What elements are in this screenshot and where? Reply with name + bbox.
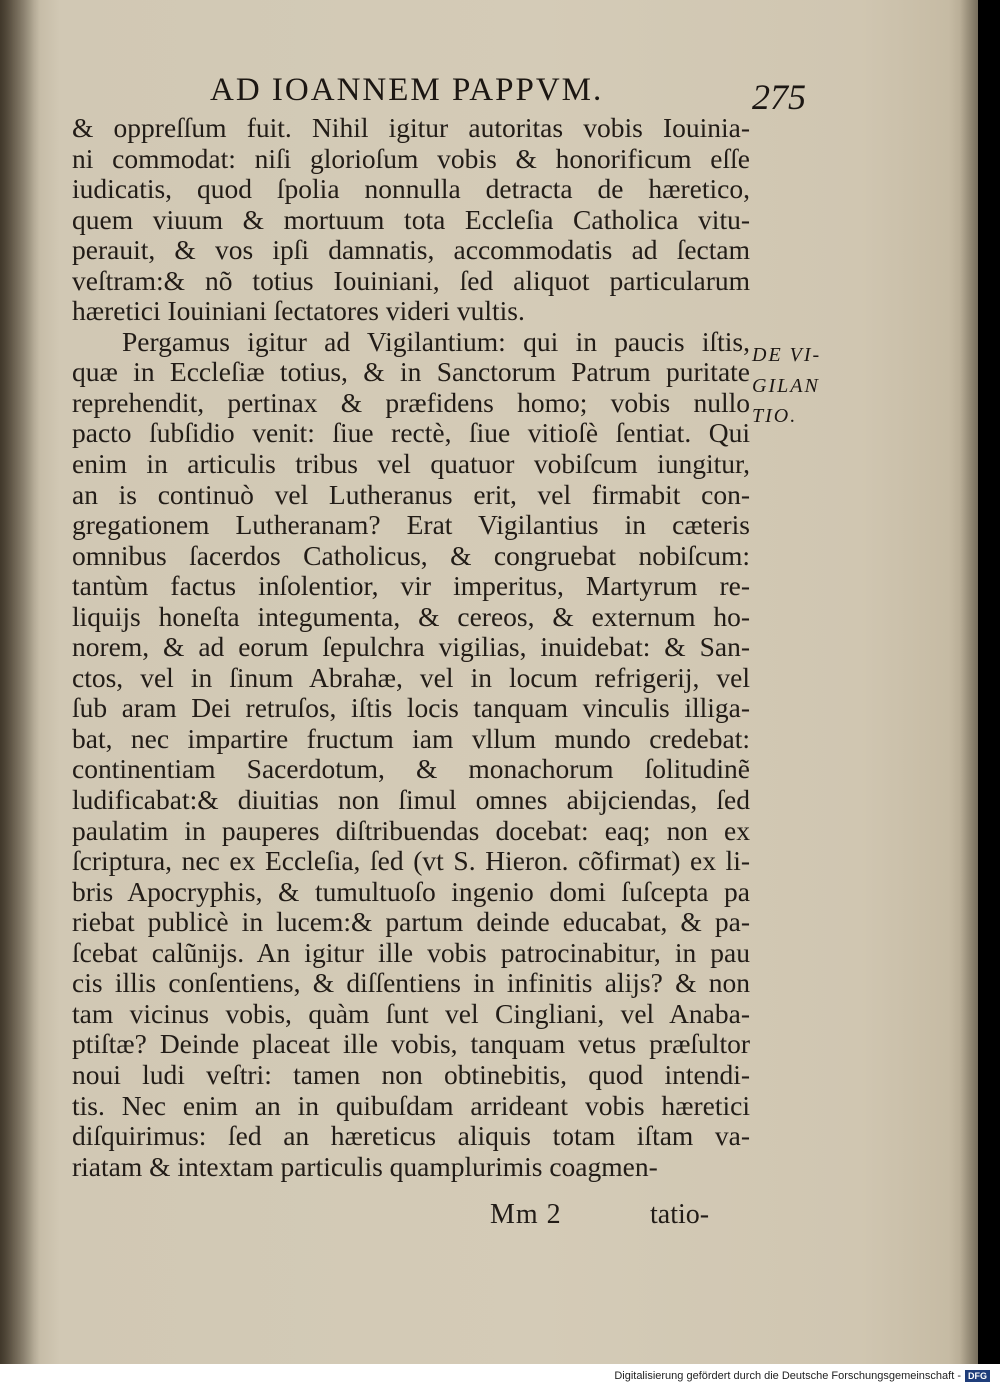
text-line: diſquirimus: ſed an hæreticus aliquis totam iſtam va- xyxy=(72,1121,750,1152)
text-line: quæ in Eccleſiæ totius, & in Sanctorum Patrum puritate xyxy=(72,357,750,388)
text-line: ptiſtæ? Deinde placeat ille vobis, tanquam vetus præſultor xyxy=(72,1029,750,1060)
text-line: iudicatis, quod ſpolia nonnulla detracta de hæretico, xyxy=(72,174,750,205)
text-line: reprehendit, pertinax & præfidens homo; vobis nullo xyxy=(72,387,750,418)
text-line: tam vicinus vobis, quàm ſunt vel Cingliani, vel Anaba- xyxy=(72,998,750,1029)
text-line: omnibus ſacerdos Catholicus, & congruebat nobiſcum: xyxy=(72,540,750,571)
text-line: perauit, & vos ipſi damnatis, accommodatis ad ſectam xyxy=(72,235,750,266)
signature-mark: Mm 2 xyxy=(490,1199,562,1230)
text-line: norem, & ad eorum ſepulchra vigilias, inuidebat: & San- xyxy=(72,632,750,663)
catchword: tatio- xyxy=(650,1199,710,1230)
dfg-logo-icon: DFG xyxy=(965,1370,990,1382)
text-line: paulatim in pauperes diſtribuendas docebat: eaq; non ex xyxy=(72,815,750,846)
margin-note xyxy=(752,340,847,432)
text-line: an is continuò vel Lutheranus erit, vel firmabit con- xyxy=(72,479,750,510)
body-text xyxy=(72,113,750,1182)
gutter-shadow xyxy=(0,0,40,1364)
digitization-footer xyxy=(0,1364,1000,1391)
text-line: tantùm factus inſolentior, vir imperitus, Martyrum re- xyxy=(72,571,750,602)
text-line: quem viuum & mortuum tota Eccleſia Catholica vitu- xyxy=(72,204,750,235)
page-number: 275 xyxy=(752,77,806,117)
text-line: bris Apocryphis, & tumultuoſo ingenio domi ſuſcepta pa xyxy=(72,876,750,907)
text-line: gregationem Lutheranam? Erat Vigilantius in cæteris xyxy=(72,510,750,541)
text-line: ni commodat: niſi glorioſum vobis & honorificum eſſe xyxy=(72,143,750,174)
text-line: ſub aram Dei retruſos, iſtis locis tanquam vinculis illiga- xyxy=(72,693,750,724)
funding-credit-text: Digitalisierung gefördert durch die Deutsche Forschungsgemeinschaft - xyxy=(614,1370,961,1382)
page-edge-shadow xyxy=(960,0,978,1364)
text-line: noui ludi veſtri: tamen non obtinebitis, quod intendi- xyxy=(72,1059,750,1090)
text-line: ctos, vel in ſinum Abrahæ, vel in locum refrigerij, vel xyxy=(72,662,750,693)
text-line: enim in articulis tribus vel quatuor vobiſcum iungitur, xyxy=(72,449,750,480)
text-line: pacto ſubſidio venit: ſiue rectè, ſiue vitioſè ſentiat. Qui xyxy=(72,418,750,449)
text-line: tis. Nec enim an in quibuſdam arrideant vobis hæretici xyxy=(72,1090,750,1121)
text-line: ſcriptura, nec ex Eccleſia, ſed (vt S. Hieron. cõfirmat) ex li- xyxy=(72,846,750,877)
text-line: veſtram:& nõ totius Iouiniani, ſed aliquot particularum xyxy=(72,265,750,296)
margin-note-line: TIO. xyxy=(752,405,798,427)
text-line: riebat publicè in lucem:& partum deinde educabat, & pa- xyxy=(72,907,750,938)
text-line: continentiam Sacerdotum, & monachorum ſolitudinẽ xyxy=(72,754,750,785)
text-line: riatam & intextam particulis quamplurimis coagmen- xyxy=(72,1151,658,1182)
text-line: ſcebat calũnijs. An igitur ille vobis patrocinabitur, in pau xyxy=(72,937,750,968)
text-line: cis illis conſentiens, & diſſentiens in infinitis alijs? & non xyxy=(72,968,750,999)
running-head: AD IOANNEM PAPPVM. xyxy=(210,72,604,108)
margin-note-line: DE VI- xyxy=(752,344,822,366)
text-line: Pergamus igitur ad Vigilantium: qui in paucis iſtis, xyxy=(122,326,750,357)
text-line: & oppreſſum fuit. Nihil igitur autoritas vobis Iouinia- xyxy=(72,113,750,143)
text-line: hæretici Iouiniani ſectatores videri vultis. xyxy=(72,296,525,327)
margin-note-line: GILAN xyxy=(752,374,820,397)
funding-credit xyxy=(614,1370,990,1382)
text-line: liquijs honeſta integumenta, & cereos, & externum ho- xyxy=(72,601,750,632)
text-line: ludificabat:& diuitias non ſimul omnes abijciendas, ſed xyxy=(72,785,750,816)
text-line: bat, nec impartire fructum iam vllum mundo credebat: xyxy=(72,723,750,754)
